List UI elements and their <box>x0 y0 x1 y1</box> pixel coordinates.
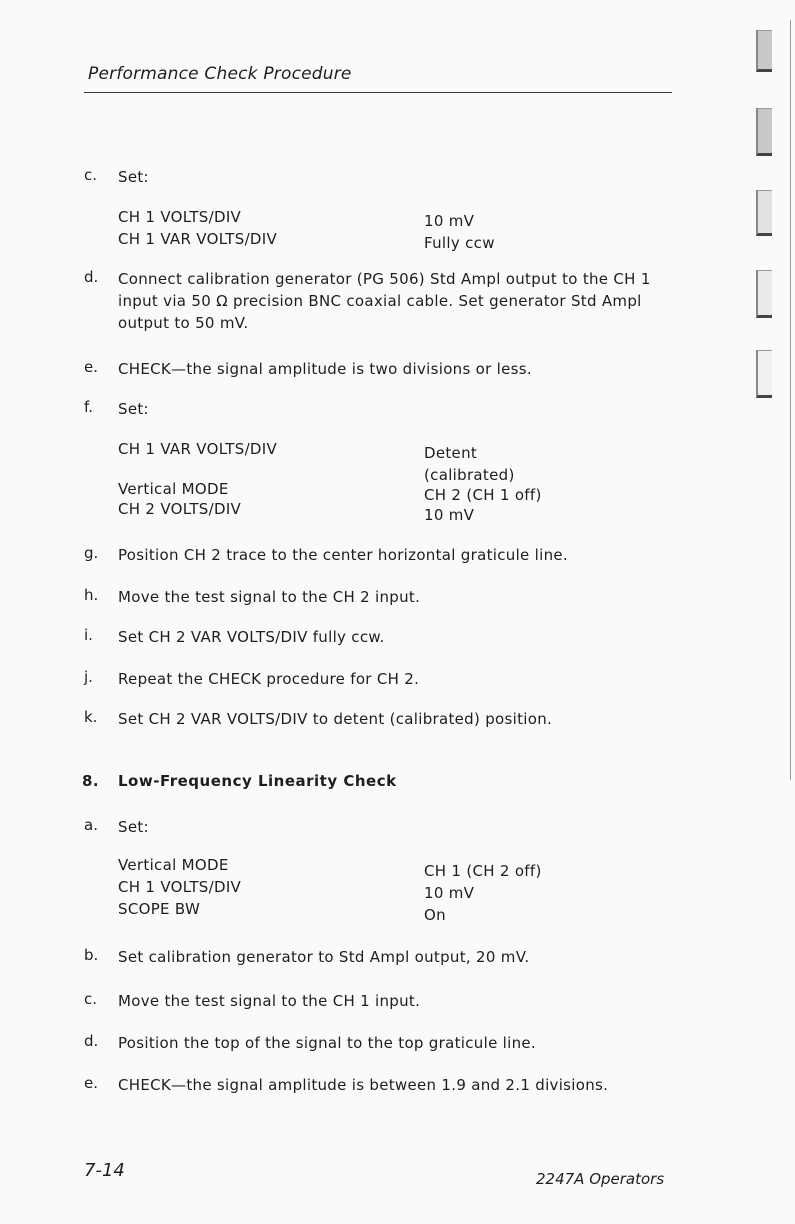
section-title: Low-Frequency Linearity Check <box>118 772 397 790</box>
step-marker: h. <box>84 586 99 604</box>
step-marker: c. <box>84 166 98 184</box>
setting-value: 10 mV <box>424 884 475 902</box>
step-text: Set: <box>118 818 149 836</box>
setting-value: CH 1 (CH 2 off) <box>424 862 542 880</box>
setting-value: CH 2 (CH 1 off) <box>424 486 542 504</box>
step-marker: a. <box>84 816 98 834</box>
step-text: Set: <box>118 400 149 418</box>
step-marker: e. <box>84 1074 98 1092</box>
header-rule <box>84 92 672 93</box>
step-text: Position the top of the signal to the top graticule line. <box>118 1034 536 1052</box>
setting-name: SCOPE BW <box>118 900 201 918</box>
setting-name: CH 1 VAR VOLTS/DIV <box>118 440 278 458</box>
setting-name: Vertical MODE <box>118 480 229 498</box>
page-number: 7-14 <box>84 1160 125 1181</box>
step-marker: i. <box>84 626 93 644</box>
setting-value: 10 mV <box>424 212 475 230</box>
step-text: Repeat the CHECK procedure for CH 2. <box>118 670 420 688</box>
setting-value: Detent <box>424 444 478 462</box>
section-number: 8. <box>82 772 100 790</box>
step-marker: f. <box>84 398 93 416</box>
step-marker: d. <box>84 1032 99 1050</box>
setting-name: Vertical MODE <box>118 856 229 874</box>
setting-value: Fully ccw <box>424 234 495 252</box>
step-text: CHECK—the signal amplitude is between 1.9 and 2.1 divisions. <box>118 1076 609 1094</box>
step-marker: c. <box>84 990 98 1008</box>
step-text: Move the test signal to the CH 1 input. <box>118 992 421 1010</box>
edge-tab <box>756 350 772 398</box>
step-text: Set CH 2 VAR VOLTS/DIV to detent (calibrated) position. <box>118 710 553 728</box>
step-text: Set: <box>118 168 149 186</box>
setting-name: CH 2 VOLTS/DIV <box>118 500 242 518</box>
step-marker: b. <box>84 946 99 964</box>
setting-name: CH 1 VAR VOLTS/DIV <box>118 230 278 248</box>
edge-tab <box>756 270 772 318</box>
step-marker: j. <box>84 668 93 686</box>
edge-tab <box>756 190 772 236</box>
setting-value: On <box>424 906 446 924</box>
step-text: CHECK—the signal amplitude is two divisions or less. <box>118 360 532 378</box>
setting-name: CH 1 VOLTS/DIV <box>118 208 242 226</box>
edge-tab <box>756 30 772 72</box>
setting-value: (calibrated) <box>424 466 515 484</box>
manual-title: 2247A Operators <box>536 1170 665 1188</box>
setting-name: CH 1 VOLTS/DIV <box>118 878 242 896</box>
page-header-title: Performance Check Procedure <box>88 64 352 84</box>
setting-value: 10 mV <box>424 506 475 524</box>
page-edge-line <box>790 20 791 780</box>
page-edge-tabs <box>748 0 795 1224</box>
step-marker: d. <box>84 268 99 286</box>
step-marker: g. <box>84 544 99 562</box>
step-marker: k. <box>84 708 98 726</box>
step-text: Set calibration generator to Std Ampl output, 20 mV. <box>118 948 530 966</box>
step-text: Move the test signal to the CH 2 input. <box>118 588 421 606</box>
step-marker: e. <box>84 358 98 376</box>
step-text: Connect calibration generator (PG 506) Std Ampl output to the CH 1 input via 50 Ω precision BNC coaxial cable. Set generator Std Ampl output to 50 mV. <box>118 270 651 332</box>
edge-tab <box>756 108 772 156</box>
step-text: Position CH 2 trace to the center horizontal graticule line. <box>118 546 568 564</box>
step-text: Set CH 2 VAR VOLTS/DIV fully ccw. <box>118 628 385 646</box>
